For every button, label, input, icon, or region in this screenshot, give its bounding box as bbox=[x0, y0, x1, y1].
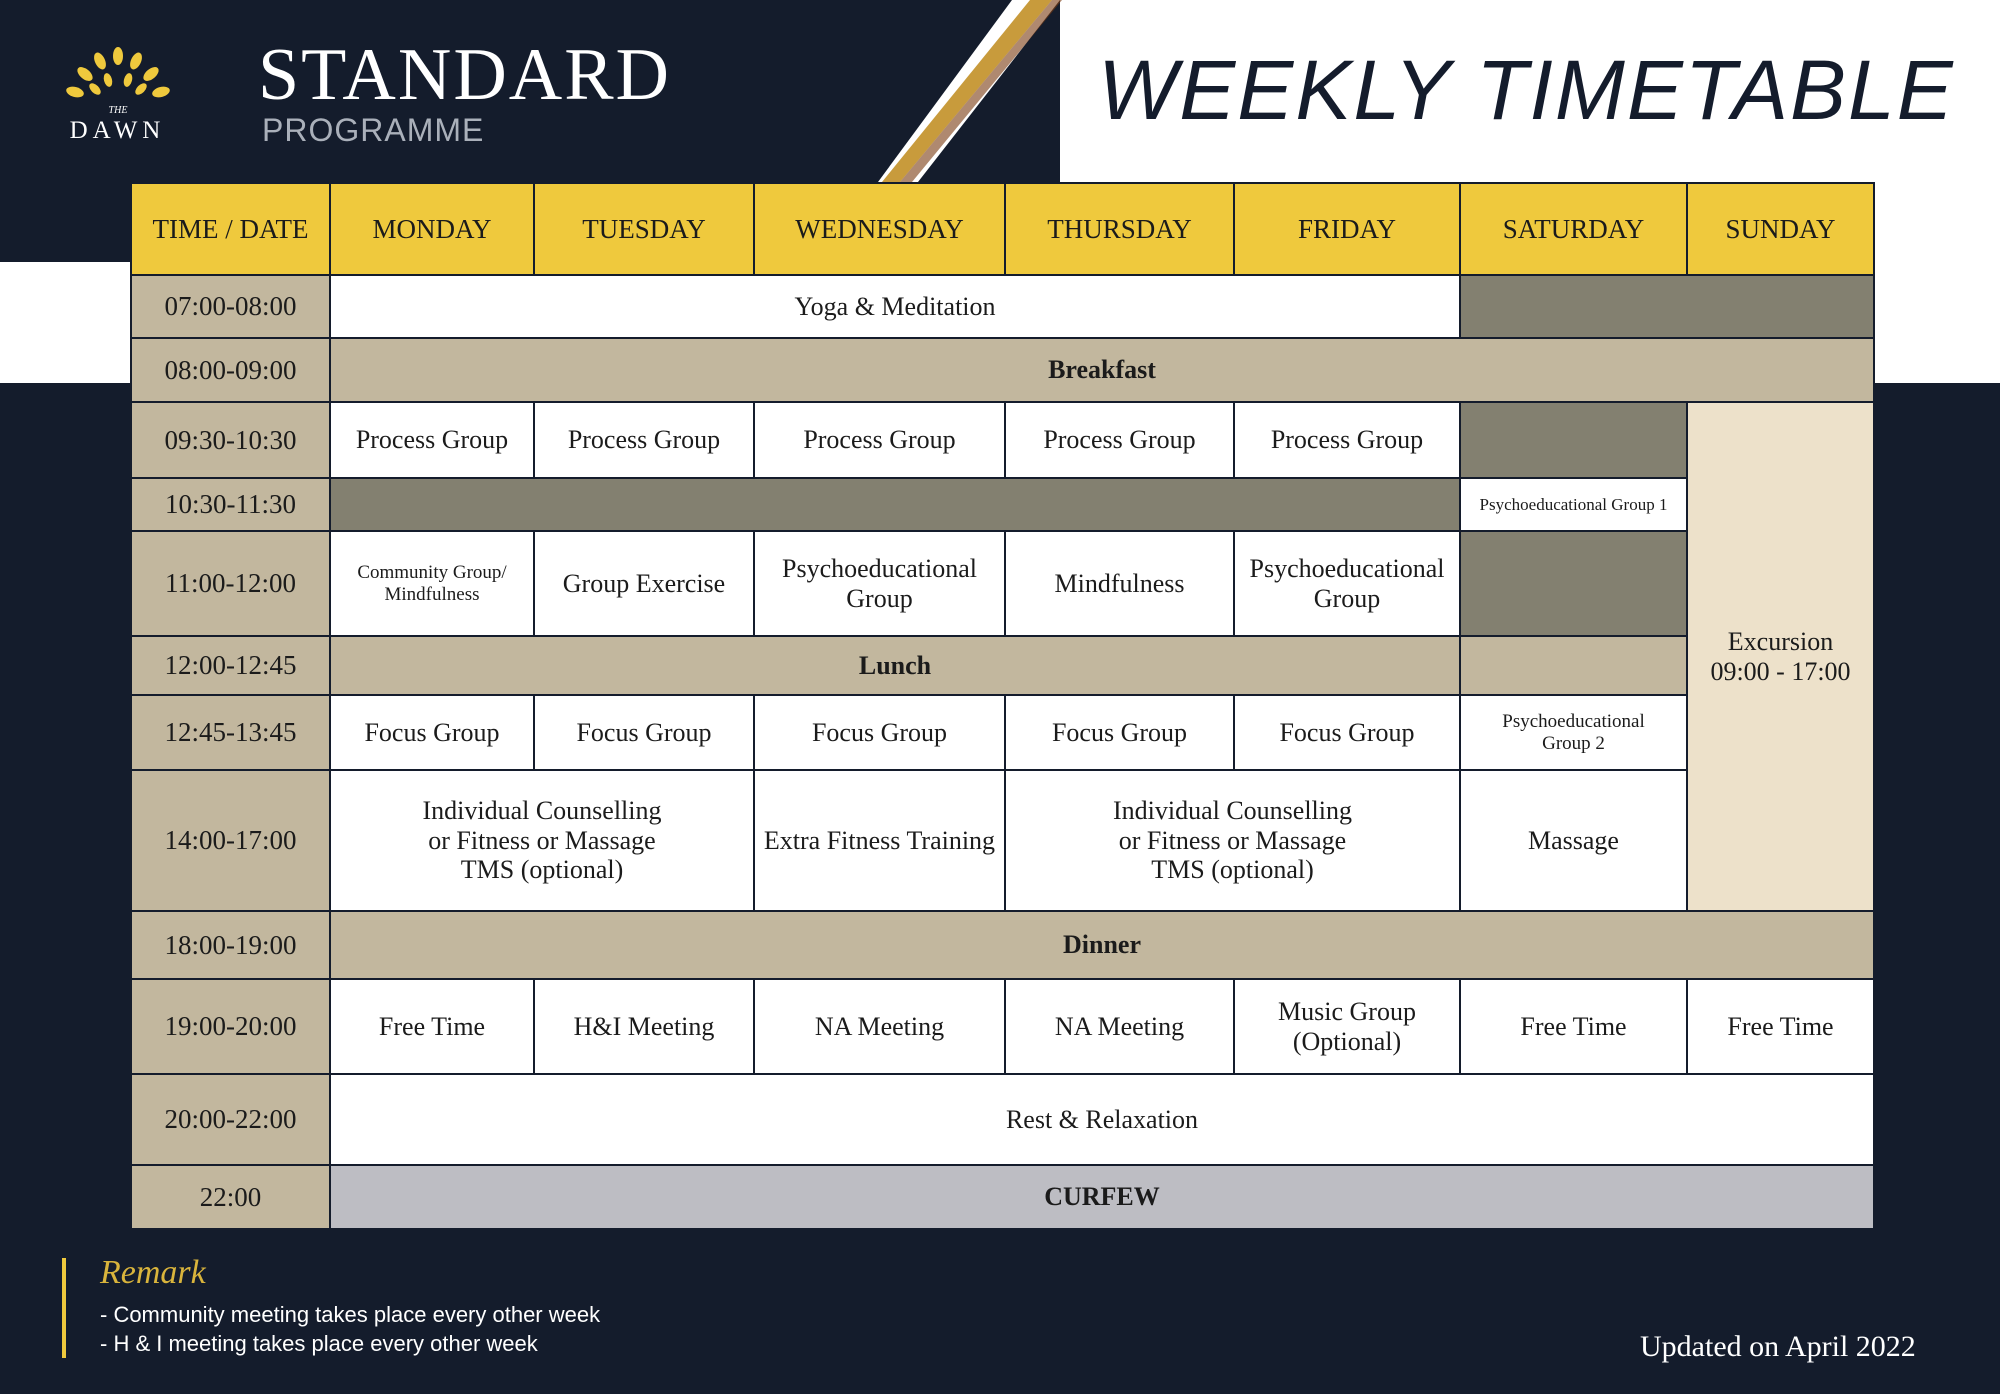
psycho-line-1: Psychoeducational bbox=[782, 553, 977, 583]
focus-group-wednesday: Focus Group bbox=[754, 695, 1005, 770]
time-cell: 20:00-22:00 bbox=[131, 1074, 330, 1165]
weekly-timetable bbox=[130, 182, 1875, 1230]
logo-the-text: THE bbox=[108, 105, 128, 116]
focus-group-monday: Focus Group bbox=[330, 695, 534, 770]
page-title: WEEKLY TIMETABLE bbox=[1098, 43, 1955, 137]
process-group-friday: Process Group bbox=[1234, 402, 1460, 478]
rest-relaxation-cell: Rest & Relaxation bbox=[330, 1074, 1874, 1165]
time-cell: 11:00-12:00 bbox=[131, 531, 330, 636]
header-friday: FRIDAY bbox=[1234, 183, 1460, 275]
table-row bbox=[131, 695, 1874, 770]
community-line-1: Community Group/ bbox=[357, 561, 507, 583]
time-cell: 14:00-17:00 bbox=[131, 770, 330, 911]
focus-group-friday: Focus Group bbox=[1234, 695, 1460, 770]
empty-cell bbox=[1460, 402, 1687, 478]
counselling-cell-mon-tue bbox=[330, 770, 754, 911]
programme-subtitle: PROGRAMME bbox=[262, 112, 485, 148]
header-thursday: THURSDAY bbox=[1005, 183, 1234, 275]
header-sunday: SUNDAY bbox=[1687, 183, 1874, 275]
table-row bbox=[131, 1165, 1874, 1229]
counselling-line-1: Individual Counselling bbox=[1112, 795, 1353, 825]
table-row bbox=[131, 275, 1874, 338]
time-cell: 08:00-09:00 bbox=[131, 338, 330, 402]
time-cell: 19:00-20:00 bbox=[131, 979, 330, 1074]
yoga-cell: Yoga & Meditation bbox=[330, 275, 1460, 338]
logo-name: DAWN bbox=[69, 117, 166, 144]
na-meeting-thursday: NA Meeting bbox=[1005, 979, 1234, 1074]
remark-accent-bar bbox=[62, 1258, 66, 1358]
process-group-wednesday: Process Group bbox=[754, 402, 1005, 478]
psycho-group-2-line-2: Group 2 bbox=[1542, 732, 1605, 754]
time-cell: 07:00-08:00 bbox=[131, 275, 330, 338]
time-cell: 09:30-10:30 bbox=[131, 402, 330, 478]
programme-title: STANDARD bbox=[258, 34, 671, 116]
header-wednesday: WEDNESDAY bbox=[754, 183, 1005, 275]
community-group-cell bbox=[330, 531, 534, 636]
curfew-cell: CURFEW bbox=[330, 1165, 1874, 1229]
group-exercise-cell: Group Exercise bbox=[534, 531, 754, 636]
community-line-2: Mindfulness bbox=[384, 583, 480, 605]
lunch-cell: Lunch bbox=[330, 636, 1460, 695]
table-row bbox=[131, 338, 1874, 402]
free-time-sunday: Free Time bbox=[1687, 979, 1874, 1074]
massage-cell: Massage bbox=[1460, 770, 1687, 911]
header-saturday: SATURDAY bbox=[1460, 183, 1687, 275]
counselling-line-3: TMS (optional) bbox=[460, 855, 624, 885]
process-group-tuesday: Process Group bbox=[534, 402, 754, 478]
header-monday: MONDAY bbox=[330, 183, 534, 275]
excursion-cell bbox=[1687, 402, 1874, 911]
focus-group-tuesday: Focus Group bbox=[534, 695, 754, 770]
hi-meeting-cell: H&I Meeting bbox=[534, 979, 754, 1074]
counselling-line-1: Individual Counselling bbox=[422, 795, 662, 825]
time-cell: 10:30-11:30 bbox=[131, 478, 330, 531]
psycho-group-friday bbox=[1234, 531, 1460, 636]
na-meeting-wednesday: NA Meeting bbox=[754, 979, 1005, 1074]
time-cell: 18:00-19:00 bbox=[131, 911, 330, 979]
table-row bbox=[131, 979, 1874, 1074]
excursion-time: 09:00 - 17:00 bbox=[1710, 656, 1851, 686]
table-row bbox=[131, 636, 1874, 695]
empty-cell bbox=[330, 478, 1460, 531]
psycho-group-1-cell: Psychoeducational Group 1 bbox=[1460, 478, 1687, 531]
music-group-cell bbox=[1234, 979, 1460, 1074]
empty-cell bbox=[1460, 531, 1687, 636]
remark-line-1: - Community meeting takes place every other week bbox=[100, 1302, 601, 1327]
header-time-date: TIME / DATE bbox=[131, 183, 330, 275]
excursion-label: Excursion bbox=[1727, 626, 1834, 656]
music-line-2: (Optional) bbox=[1292, 1026, 1402, 1056]
psycho-line-2: Group bbox=[846, 583, 913, 613]
table-row bbox=[131, 911, 1874, 979]
time-cell: 12:00-12:45 bbox=[131, 636, 330, 695]
header-tuesday: TUESDAY bbox=[534, 183, 754, 275]
counselling-cell-thu-fri bbox=[1005, 770, 1460, 911]
time-cell: 22:00 bbox=[131, 1165, 330, 1229]
table-row bbox=[131, 478, 1874, 531]
empty-cell bbox=[1460, 275, 1874, 338]
updated-date: Updated on April 2022 bbox=[1640, 1330, 1916, 1363]
psycho-group-2-line-1: Psychoeducational bbox=[1502, 710, 1645, 732]
process-group-monday: Process Group bbox=[330, 402, 534, 478]
table-row bbox=[131, 531, 1874, 636]
table-row bbox=[131, 1074, 1874, 1165]
psycho-group-2-cell bbox=[1460, 695, 1687, 770]
counselling-line-2: or Fitness or Massage bbox=[1118, 825, 1347, 855]
table-row bbox=[131, 402, 1874, 478]
free-time-saturday: Free Time bbox=[1460, 979, 1687, 1074]
header-row bbox=[131, 183, 1874, 275]
mindfulness-cell: Mindfulness bbox=[1005, 531, 1234, 636]
extra-fitness-cell: Extra Fitness Training bbox=[754, 770, 1005, 911]
focus-group-thursday: Focus Group bbox=[1005, 695, 1234, 770]
psycho-line-2: Group bbox=[1313, 583, 1381, 613]
free-time-monday: Free Time bbox=[330, 979, 534, 1074]
process-group-thursday: Process Group bbox=[1005, 402, 1234, 478]
psycho-group-wednesday bbox=[754, 531, 1005, 636]
table-row bbox=[131, 770, 1874, 911]
remark-line-2: - H & I meeting takes place every other week bbox=[100, 1331, 538, 1356]
psycho-line-1: Psychoeducational bbox=[1249, 553, 1445, 583]
breakfast-cell: Breakfast bbox=[330, 338, 1874, 402]
counselling-line-3: TMS (optional) bbox=[1151, 855, 1314, 885]
remark-title: Remark bbox=[100, 1254, 206, 1291]
music-line-1: Music Group bbox=[1278, 996, 1416, 1026]
time-cell: 12:45-13:45 bbox=[131, 695, 330, 770]
dinner-cell: Dinner bbox=[330, 911, 1874, 979]
counselling-line-2: or Fitness or Massage bbox=[428, 825, 656, 855]
empty-cell bbox=[1460, 636, 1687, 695]
